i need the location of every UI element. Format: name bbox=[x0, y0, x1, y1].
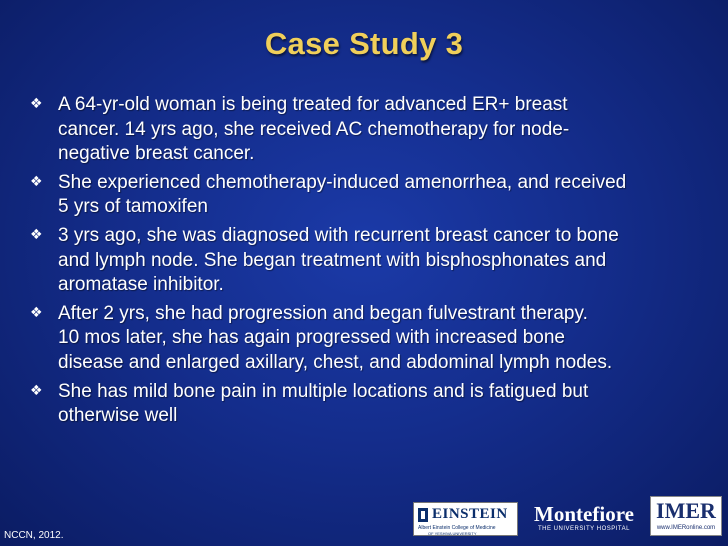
einstein-logo bbox=[413, 502, 518, 536]
bullet-item bbox=[30, 93, 710, 167]
diamond-bullet-icon: ❖ bbox=[30, 96, 43, 112]
montefiore-logo-name: Montefiore bbox=[534, 502, 634, 526]
logo-bar bbox=[413, 496, 722, 536]
diamond-bullet-icon: ❖ bbox=[30, 382, 43, 399]
bullet-item bbox=[30, 224, 710, 298]
imer-logo bbox=[650, 496, 722, 536]
montefiore-logo-subtitle: THE UNIVERSITY HOSPITAL bbox=[538, 526, 630, 532]
bullet-line: 3 yrs ago, she was diagnosed with recurrent breast cancer to bone bbox=[58, 224, 619, 246]
bullet-line: and lymph node. She began treatment with bisphosphonates and bbox=[58, 249, 607, 271]
slide-title: Case Study 3 bbox=[264, 26, 464, 61]
bullet-line: disease and enlarged axillary, chest, and abdominal lymph nodes. bbox=[58, 351, 613, 373]
bullet-line: 10 mos later, she has again progressed with increased bone bbox=[58, 327, 565, 349]
imer-logo-url: www.IMERonline.com bbox=[656, 525, 716, 531]
bullet-list bbox=[30, 93, 710, 433]
bullet-line: She experienced chemotherapy-induced amenorrhea, and received bbox=[58, 171, 627, 193]
einstein-mark-icon bbox=[418, 508, 428, 522]
bullet-item bbox=[30, 380, 710, 429]
bullet-line: She has mild bone pain in multiple locations and is fatigued but bbox=[58, 380, 589, 402]
bullet-line: After 2 yrs, she had progression and began fulvestrant therapy. bbox=[58, 302, 588, 324]
bullet-item bbox=[30, 171, 710, 220]
einstein-logo-subtitle-2: OF YESHIVA UNIVERSITY bbox=[428, 531, 477, 536]
einstein-logo-subtitle: Albert Einstein College of Medicine bbox=[418, 525, 496, 531]
bullet-line: 5 yrs of tamoxifen bbox=[58, 196, 208, 218]
imer-logo-name: IMER bbox=[656, 498, 716, 523]
diamond-bullet-icon: ❖ bbox=[30, 173, 43, 190]
bullet-item bbox=[30, 302, 710, 376]
bullet-line: cancer. 14 yrs ago, she received AC chemotherapy for node- bbox=[58, 118, 570, 140]
bullet-line: negative breast cancer. bbox=[58, 143, 255, 165]
einstein-logo-name: EINSTEIN bbox=[432, 506, 508, 522]
montefiore-logo bbox=[528, 502, 640, 536]
bullet-line: A 64-yr-old woman is being treated for advanced ER+ breast bbox=[58, 94, 568, 115]
diamond-bullet-icon: ❖ bbox=[30, 226, 43, 243]
bullet-line: aromatase inhibitor. bbox=[58, 274, 224, 296]
source-citation: NCCN, 2012. bbox=[4, 530, 64, 541]
bullet-line: otherwise well bbox=[58, 405, 178, 427]
diamond-bullet-icon: ❖ bbox=[30, 304, 43, 321]
